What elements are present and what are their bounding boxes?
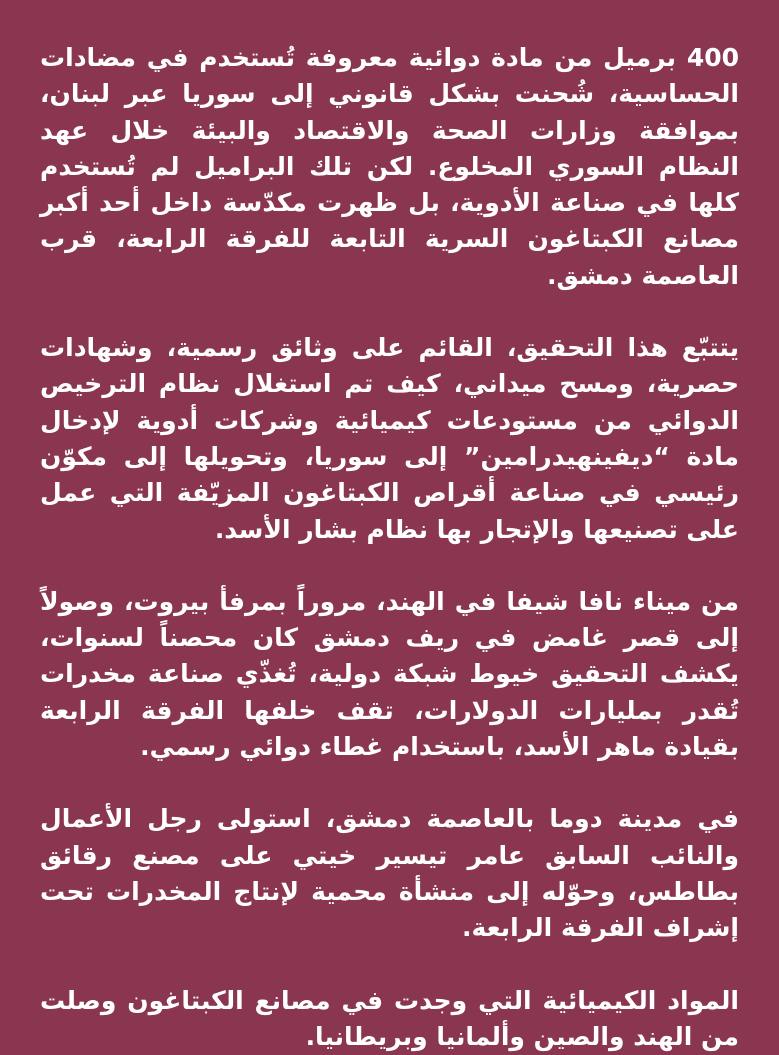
paragraph-network: من ميناء نافا شيفا في الهند، مروراً بمرفأ بيروت، وصولاً إلى قصر غامض في ريف دمشق كان محصناً لسنوات، يكشف التحقيق خيوط شبكة دولية، تُغذّي صناعة مخدرات تُقدر بمليارات الدولارات، تقف خلفها الفرقة الرابعة بقيادة ماهر الأسد، باستخدام غطاء دوائي رسمي. bbox=[40, 586, 739, 762]
paragraph-intro: 400 برميل من مادة دوائية معروفة تُستخدم في مضادات الحساسية، شُحنت بشكل قانوني إلى سوريا عبر لبنان، بموافقة وزارات الصحة والاقتصاد والبيئة خلال عهد النظام السوري المخلوع. لكن تلك البراميل لم تُستخدم كلها في صناعة الأدوية، بل ظهرت مكدّسة داخل أحد أكبر مصانع الكبتاغون السرية التابعة للفرقة الرابعة، قرب العاصمة دمشق. bbox=[40, 43, 739, 290]
paragraph-investigation: يتتبّع هذا التحقيق، القائم على وثائق رسمية، وشهادات حصرية، ومسح ميداني، كيف تم استغلال نظام الترخيص الدوائي من مستودعات كيميائية وشركات أدوية لإدخال مادة “ديفينهيدرامين” إلى سوريا، وتحويلها إلى مكوّن رئيسي في صناعة أقراص الكبتاغون المزيّفة التي عمل على تصنيعها والإتجار بها نظام بشار الأسد. bbox=[40, 333, 739, 544]
paragraph-douma: في مدينة دوما بالعاصمة دمشق، استولى رجل الأعمال والنائب السابق عامر تيسير خيتي على مصنع رقائق بطاطس، وحوّله إلى منشأة محمية لإنتاج المخدرات تحت إشراف الفرقة الرابعة. bbox=[40, 804, 739, 943]
paragraph-chemicals: المواد الكيميائية التي وجدت في مصانع الكبتاغون وصلت من الهند والصين وألمانيا وبريطانيا. bbox=[40, 985, 739, 1051]
article-body bbox=[40, 40, 739, 1055]
